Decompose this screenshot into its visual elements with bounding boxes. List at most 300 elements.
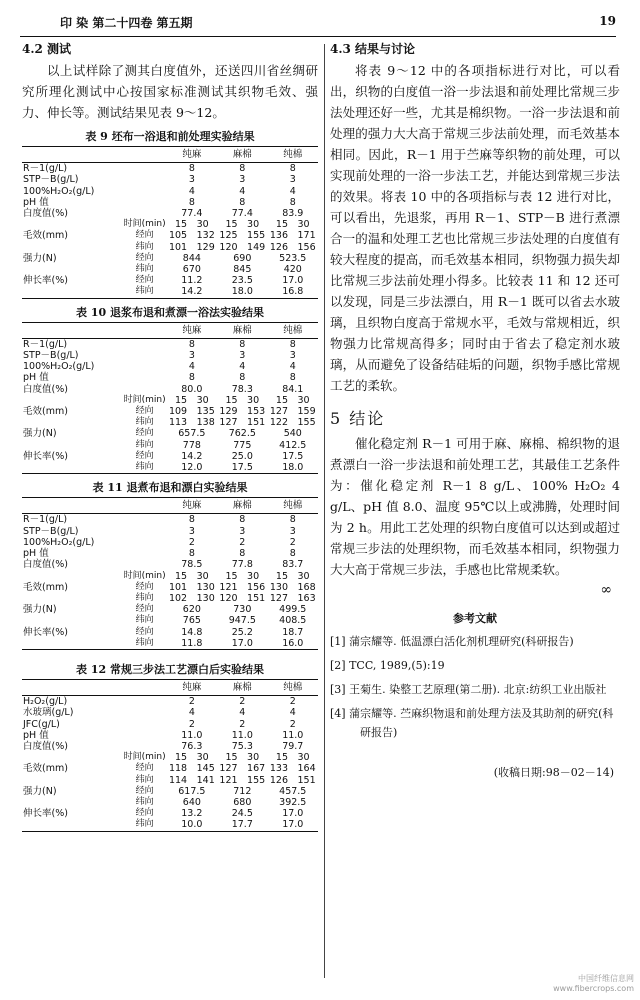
table-row: [22, 537, 318, 548]
table-cell: 经向: [135, 275, 154, 286]
table-10-caption: 表 10 退浆布退和煮漂一浴法实验结果: [76, 305, 264, 319]
table-cell: 8: [239, 196, 246, 208]
table-cell: 3: [188, 174, 195, 186]
table-cell: 2: [239, 536, 246, 548]
table-cell: 4: [188, 185, 195, 197]
table-cell: 13.2: [181, 808, 203, 820]
table-row: [22, 219, 318, 230]
table-row: [22, 719, 318, 730]
table-cell: H₂O₂(g/L): [23, 696, 68, 708]
table-header-cell: [22, 679, 123, 695]
table-cell: [123, 719, 167, 730]
table-row: [22, 763, 318, 774]
table-cell: 8: [188, 514, 195, 526]
table-cell: 18.7: [282, 626, 304, 638]
header-rule: [20, 36, 616, 37]
table-cell: [22, 819, 123, 831]
table-row: [22, 752, 318, 763]
table-cell: 2: [239, 718, 246, 730]
table-cell: [123, 186, 167, 197]
table-row: [22, 286, 318, 298]
table-row: [22, 174, 318, 185]
table-row: [22, 696, 318, 708]
table-row: [22, 571, 318, 582]
table-row: [22, 514, 318, 526]
table-cell: [22, 797, 123, 808]
table-cell: 114 141: [168, 774, 215, 786]
table-cell: 25.0: [231, 450, 253, 462]
table-row: [22, 559, 318, 570]
table-cell: 15 30: [175, 752, 209, 764]
table-cell: 8: [188, 548, 195, 560]
table-cell: [123, 372, 167, 383]
table-cell: 18.0: [231, 286, 253, 298]
watermark-line: www.fibercrops.com: [553, 984, 634, 993]
table-cell: 纬向: [135, 774, 154, 785]
table-cell: 强力(N): [23, 252, 57, 264]
table-cell: 127 167: [219, 763, 266, 775]
table-cell: pH 值: [23, 372, 49, 384]
table-cell: 18.0: [282, 462, 304, 474]
table-cell: 白度值(%): [23, 383, 68, 395]
table-cell: 24.5: [231, 808, 253, 820]
table-cell: [22, 593, 123, 604]
table-cell: 133 164: [269, 763, 316, 775]
table-cell: STP－B(g/L): [23, 350, 79, 362]
table-row: [22, 582, 318, 593]
table-row: [22, 361, 318, 372]
table-cell: 775: [233, 439, 252, 451]
table-cell: 经向: [135, 808, 154, 819]
table-cell: 8: [289, 514, 296, 526]
table-row: [22, 264, 318, 275]
table-cell: 845: [233, 264, 252, 276]
intro-paragraph: 以上试样除了测其白度值外，还送四川省丝绸研究所理化测试中心按国家标准测试其织物毛效、强力、伸长等。测试结果见表 9～12。: [22, 63, 318, 120]
table-cell: 14.2: [181, 450, 203, 462]
discussion-paragraph: 将表 9～12 中的各项指标进行对比，可以看出，织物的白度值一浴一步法退和前处理比常规三步法处理还好一些，尤其是棉织物。一浴一步法退和前处理的强力大大高于常规三步法前处理，而毛效基本相同。因此，R－1 用于苎麻等织物的前处理，可以实现前处理的一浴一步法工艺，并能达到常规三步法的效果。将表 10 中的各项指标与表 12 进行对比，可以看出，先退浆，再用 R－1、STP－B 进行煮漂合一的温和处理工艺也比常规三步法处理的白度值有较大程度的提高，而毛效基本相同，织物强力损失却比常规三步法前处理小得多。比较表 11 和 12 还可以发现，同是三步法漂白，用 R－1 既可以省去水玻璃，且织物白度高于常规水平，毛效与常规相近，织物强力比常规高得多；同时由于省去了稳定剂水玻璃，从而避免了设备结硅垢的问题，织物手感比常规工艺的柔软。: [330, 63, 620, 393]
table-cell: [22, 242, 123, 253]
table-cell: 纬向: [135, 241, 154, 252]
table-row: [22, 275, 318, 286]
table-cell: 778: [182, 439, 201, 451]
table-cell: 3: [239, 350, 246, 362]
table-row: [22, 451, 318, 462]
table-cell: 2: [289, 536, 296, 548]
table-cell: 118 145: [168, 763, 215, 775]
table-cell: [123, 197, 167, 208]
table-cell: 时间(min): [123, 219, 166, 230]
table-cell: 4: [239, 185, 246, 197]
table-cell: 730: [233, 604, 252, 616]
table-cell: 8: [188, 163, 195, 175]
table-cell: 时间(min): [123, 752, 166, 763]
table-cell: 8: [188, 196, 195, 208]
table-cell: 纬向: [135, 462, 154, 473]
table-row: [22, 797, 318, 808]
table-cell: 84.1: [282, 383, 304, 395]
table-header-cell: [22, 322, 123, 338]
table-cell: 经向: [135, 604, 154, 615]
table-cell: 620: [182, 604, 201, 616]
table-cell: 75.3: [231, 740, 253, 752]
table-cell: [123, 741, 167, 752]
table-cell: 657.5: [178, 428, 206, 440]
table-cell: 121 156: [219, 581, 266, 593]
table-cell: 76.3: [181, 740, 203, 752]
table-cell: 100%H₂O₂(g/L): [23, 185, 95, 197]
table-cell: 3: [239, 174, 246, 186]
table-header-cell: [123, 322, 167, 338]
table-cell: 8: [289, 372, 296, 384]
table-cell: [22, 615, 123, 626]
table-row: [22, 208, 318, 219]
table-row: [22, 526, 318, 537]
table-row: [22, 197, 318, 208]
table-row: [22, 242, 318, 253]
table-cell: 77.4: [181, 208, 203, 220]
table-cell: 经向: [135, 406, 154, 417]
table-cell: 强力(N): [23, 785, 57, 797]
table-cell: 126 156: [269, 241, 316, 253]
table-cell: 125 155: [219, 230, 266, 242]
table-cell: 17.0: [282, 819, 304, 831]
table-row: [22, 462, 318, 474]
table-cell: 670: [182, 264, 201, 276]
table-cell: 4: [188, 707, 195, 719]
table-cell: 8: [289, 163, 296, 175]
table-9: [22, 146, 318, 299]
table-row: [22, 186, 318, 197]
table-cell: 680: [233, 796, 252, 808]
table-header-cell: 麻棉: [232, 681, 252, 693]
table-cell: 15 30: [275, 219, 310, 231]
table-cell: 8: [289, 196, 296, 208]
table-cell: 白度值(%): [23, 208, 68, 220]
table-cell: 纬向: [135, 439, 154, 450]
table-cell: R－1(g/L): [23, 338, 68, 350]
table-row: [22, 406, 318, 417]
table-cell: 纬向: [135, 796, 154, 807]
end-mark: ∞: [600, 582, 612, 598]
table-cell: 105 132: [168, 230, 215, 242]
table-cell: 126 151: [269, 774, 316, 786]
table-cell: 15 30: [275, 394, 310, 406]
table-header-cell: 麻棉: [232, 149, 252, 160]
section-4-2-title: 4.2 测试: [22, 42, 72, 56]
table-cell: 127 163: [269, 592, 316, 604]
table-cell: 经向: [135, 581, 154, 592]
table-cell: 2: [239, 696, 246, 708]
page-number: 19: [599, 14, 616, 28]
table-header-cell: [22, 498, 123, 514]
table-header-cell: 纯棉: [283, 681, 303, 693]
table-cell: 17.0: [282, 275, 304, 287]
table-cell: [22, 395, 123, 406]
table-cell: 15 30: [225, 752, 260, 764]
table-cell: 17.7: [231, 819, 253, 831]
table-cell: 15 30: [175, 570, 209, 582]
table-cell: [123, 730, 167, 741]
table-cell: 129 153: [219, 406, 266, 418]
table-header-cell: 麻棉: [232, 500, 252, 512]
table-cell: 3: [188, 525, 195, 537]
table-row: [22, 338, 318, 350]
table-cell: 时间(min): [123, 570, 166, 581]
table-cell: [22, 752, 123, 763]
table-cell: 499.5: [279, 604, 307, 616]
table-cell: R－1(g/L): [23, 163, 68, 175]
table-cell: 8: [239, 338, 246, 350]
table-cell: STP－B(g/L): [23, 174, 79, 186]
table-cell: 8: [239, 514, 246, 526]
table-header-cell: [22, 147, 123, 163]
table-cell: 765: [182, 615, 201, 627]
table-cell: [22, 638, 123, 650]
left-column: [22, 40, 318, 832]
table-cell: 经向: [135, 428, 154, 439]
table-cell: STP－B(g/L): [23, 525, 79, 537]
table-cell: 80.0: [181, 383, 203, 395]
table-row: [22, 638, 318, 650]
table-cell: [22, 775, 123, 786]
table-cell: [123, 163, 167, 175]
table-cell: 4: [188, 361, 195, 373]
table-cell: 77.8: [231, 559, 253, 571]
table-cell: 3: [188, 350, 195, 362]
table-header-cell: 纯麻: [182, 324, 202, 336]
table-cell: [123, 338, 167, 350]
column-divider: [324, 44, 325, 978]
table-header-cell: [123, 147, 167, 163]
table-cell: 经向: [135, 230, 154, 241]
table-cell: 毛效(mm): [23, 230, 68, 242]
table-cell: 强力(N): [23, 428, 57, 440]
table-cell: 8: [289, 338, 296, 350]
table-cell: 17.5: [282, 450, 304, 462]
table-cell: 8: [188, 372, 195, 384]
table-cell: 412.5: [279, 439, 307, 451]
table-row: [22, 440, 318, 451]
table-cell: 强力(N): [23, 604, 57, 616]
table-cell: 120 149: [219, 241, 266, 253]
table-header-cell: 纯麻: [182, 681, 202, 693]
conclusion-paragraph: 催化稳定剂 R－1 可用于麻、麻棉、棉织物的退煮漂白一浴一步法退和前处理工艺，其最佳工艺条件为：催化稳定剂 R－1 8 g/L、100% H₂O₂ 4 g/L、pH 值 8.0、温度 95℃以上或沸腾，处理时间为 2 h。用此工艺处理的织物白度值可以达到或超过常规三步法的处理织物，而毛效基本相同，织物强力大大高于常规三步法，手感也比常规柔软。: [330, 436, 620, 577]
table-header-cell: [123, 679, 167, 695]
table-row: [22, 741, 318, 752]
table-cell: 78.3: [231, 383, 253, 395]
table-row: [22, 372, 318, 383]
table-cell: 120 151: [219, 592, 266, 604]
table-cell: 762.5: [228, 428, 256, 440]
table-cell: 水玻璃(g/L): [23, 707, 74, 719]
table-cell: 14.2: [181, 286, 203, 298]
table-cell: 毛效(mm): [23, 763, 68, 775]
table-cell: 101 130: [168, 581, 215, 593]
table-cell: 15 30: [175, 219, 209, 231]
table-cell: [123, 559, 167, 570]
table-cell: 16.0: [282, 637, 304, 649]
table-cell: 25.2: [231, 626, 253, 638]
table-11-caption: 表 11 退煮布退和漂白实验结果: [92, 481, 248, 495]
watermark: [553, 974, 634, 994]
table-header-cell: 纯棉: [283, 324, 303, 336]
reference-item: [4] 蒲宗耀等. 苎麻织物退和前处理方法及其助剂的研究(科研报告): [330, 707, 614, 739]
table-cell: 毛效(mm): [23, 581, 68, 593]
reference-item: [1] 蒲宗耀等. 低温漂白活化剂机理研究(科研报告): [330, 635, 574, 648]
table-cell: 83.9: [282, 208, 304, 220]
table-header-cell: 麻棉: [232, 324, 252, 336]
table-row: [22, 253, 318, 264]
table-cell: 伸长率(%): [23, 450, 68, 462]
table-11: [22, 497, 318, 650]
table-cell: 17.0: [282, 808, 304, 820]
table-cell: 纬向: [135, 615, 154, 626]
table-10: [22, 322, 318, 475]
table-row: [22, 775, 318, 786]
received-date: (收稿日期:98－02－14): [493, 766, 614, 779]
table-cell: 经向: [135, 252, 154, 263]
table-cell: 伸长率(%): [23, 626, 68, 638]
table-cell: 11.0: [282, 729, 304, 741]
table-cell: 10.0: [181, 819, 203, 831]
table-cell: [123, 208, 167, 219]
table-cell: [123, 361, 167, 372]
reference-item: [3] 王菊生. 染整工艺原理(第二册). 北京:纺织工业出版社: [330, 683, 607, 696]
table-cell: 130 168: [269, 581, 316, 593]
references-title: 参考文献: [453, 612, 497, 625]
table-cell: 2: [188, 696, 195, 708]
table-cell: 纬向: [135, 286, 154, 297]
table-header-cell: [123, 498, 167, 514]
table-cell: 经向: [135, 763, 154, 774]
table-cell: 15 30: [175, 394, 209, 406]
journal-header: 印 染 第二十四卷 第五期: [60, 16, 193, 30]
table-cell: 17.5: [231, 462, 253, 474]
table-cell: 纬向: [135, 819, 154, 830]
table-cell: 540: [283, 428, 302, 440]
table-row: [22, 593, 318, 604]
table-cell: 15 30: [225, 570, 260, 582]
table-cell: 11.0: [231, 729, 253, 741]
table-9-caption: 表 9 坯布一浴退和前处理实验结果: [85, 130, 255, 143]
table-cell: 101 129: [168, 241, 215, 253]
table-row: [22, 819, 318, 831]
table-cell: 毛效(mm): [23, 406, 68, 418]
table-cell: 2: [188, 718, 195, 730]
table-cell: 8: [239, 372, 246, 384]
table-cell: [123, 548, 167, 559]
table-cell: 408.5: [279, 615, 307, 627]
table-cell: pH 值: [23, 729, 49, 741]
watermark-line: 中国纤维信息网: [578, 974, 634, 983]
table-cell: 690: [233, 252, 252, 264]
table-cell: 3: [289, 174, 296, 186]
table-cell: [22, 440, 123, 451]
table-cell: 83.7: [282, 559, 304, 571]
table-cell: 8: [188, 338, 195, 350]
table-cell: 纬向: [135, 637, 154, 648]
table-row: [22, 548, 318, 559]
table-cell: 经向: [135, 450, 154, 461]
table-cell: 3: [239, 525, 246, 537]
table-cell: [123, 537, 167, 548]
table-cell: [123, 350, 167, 361]
table-header-cell: 纯麻: [182, 500, 202, 512]
table-cell: 392.5: [279, 796, 307, 808]
table-cell: [123, 384, 167, 395]
table-cell: 伸长率(%): [23, 275, 68, 287]
table-cell: 15 30: [275, 570, 310, 582]
table-cell: 78.5: [181, 559, 203, 571]
table-cell: R－1(g/L): [23, 514, 68, 526]
right-column: [330, 40, 620, 780]
table-row: [22, 615, 318, 626]
conclusion-title: 5 结论: [330, 409, 386, 428]
table-cell: pH 值: [23, 548, 49, 560]
table-cell: 2: [289, 696, 296, 708]
table-cell: 4: [289, 361, 296, 373]
table-cell: 100%H₂O₂(g/L): [23, 536, 95, 548]
table-cell: 8: [239, 548, 246, 560]
table-row: [22, 428, 318, 439]
table-cell: 11.2: [181, 275, 203, 287]
table-cell: 122 155: [269, 417, 316, 429]
table-row: [22, 417, 318, 428]
table-row: [22, 707, 318, 718]
table-row: [22, 230, 318, 241]
table-cell: 8: [289, 548, 296, 560]
table-cell: 617.5: [178, 785, 206, 797]
table-cell: 4: [239, 361, 246, 373]
table-row: [22, 730, 318, 741]
table-cell: 420: [283, 264, 302, 276]
table-cell: 102 130: [168, 592, 215, 604]
table-cell: 113 138: [168, 417, 215, 429]
table-cell: 4: [289, 185, 296, 197]
table-cell: 时间(min): [123, 394, 166, 405]
table-cell: 844: [182, 252, 201, 264]
table-row: [22, 384, 318, 395]
table-cell: pH 值: [23, 196, 49, 208]
table-cell: 经向: [135, 785, 154, 796]
table-cell: 523.5: [279, 252, 307, 264]
table-cell: 712: [233, 785, 252, 797]
table-cell: 3: [289, 525, 296, 537]
table-cell: 纬向: [135, 592, 154, 603]
table-cell: 4: [289, 707, 296, 719]
table-cell: 947.5: [228, 615, 256, 627]
table-cell: [123, 174, 167, 185]
table-cell: 16.8: [282, 286, 304, 298]
table-row: [22, 627, 318, 638]
table-cell: 2: [188, 536, 195, 548]
table-cell: JFC(g/L): [23, 718, 60, 730]
table-header-cell: 纯棉: [283, 500, 303, 512]
table-cell: 伸长率(%): [23, 808, 68, 820]
table-cell: [22, 417, 123, 428]
table-cell: 100%H₂O₂(g/L): [23, 361, 95, 373]
table-cell: 127 159: [269, 406, 316, 418]
table-12-caption: 表 12 常规三步法工艺漂白后实验结果: [76, 662, 264, 676]
table-row: [22, 350, 318, 361]
table-cell: 2: [289, 718, 296, 730]
running-header: [60, 14, 616, 32]
table-cell: 14.8: [181, 626, 203, 638]
table-cell: 纬向: [135, 417, 154, 428]
table-cell: 11.8: [181, 637, 203, 649]
table-cell: [22, 264, 123, 275]
table-cell: 12.0: [181, 462, 203, 474]
